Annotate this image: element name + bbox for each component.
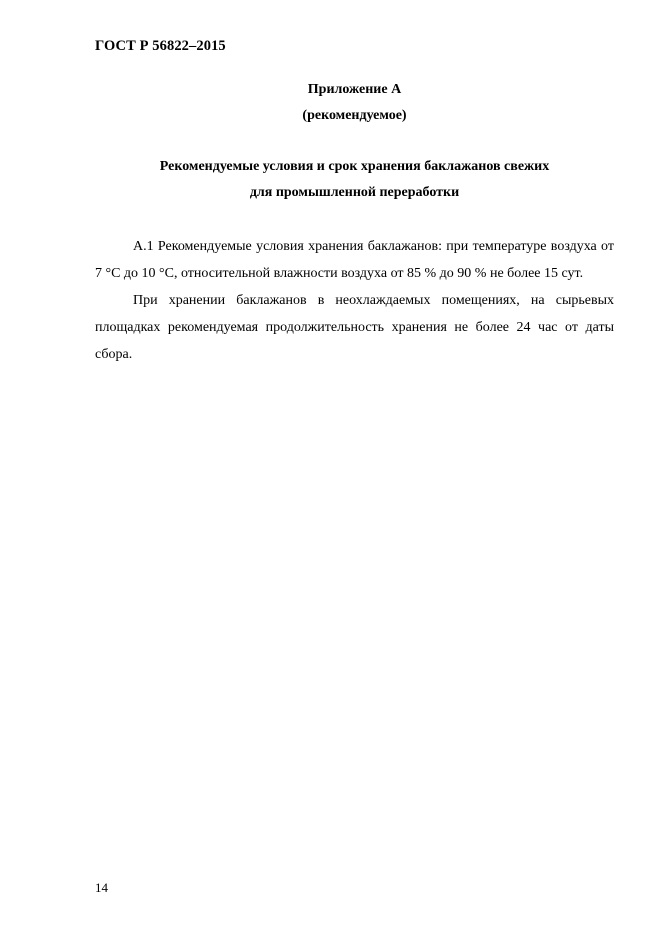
page-number: 14: [95, 880, 108, 895]
section-heading: [95, 154, 614, 206]
appendix-status: (рекомендуемое): [302, 108, 407, 123]
paragraph-storage-conditions: А.1 Рекомендуемые условия хранения баклажанов: при температуре воздуха от 7 °С до 10 °С, относительной влажности воздуха от 85 % до 90 % не более 15 сут.: [95, 239, 614, 281]
section-title-line-1: Рекомендуемые условия и срок хранения баклажанов свежих: [159, 159, 550, 174]
appendix-title: Приложение А: [307, 82, 402, 97]
body-text: [95, 233, 614, 368]
section-title-line-2: для промышленной переработки: [249, 185, 460, 200]
document-standard-header: ГОСТ Р 56822–2015: [95, 38, 226, 54]
appendix-heading: [95, 77, 614, 129]
paragraph-unrefrigerated-storage: При хранении баклажанов в неохлаждаемых помещениях, на сырьевых площадках рекомендуемая продолжительность хранения не более 24 час от даты сбора.: [95, 293, 614, 362]
